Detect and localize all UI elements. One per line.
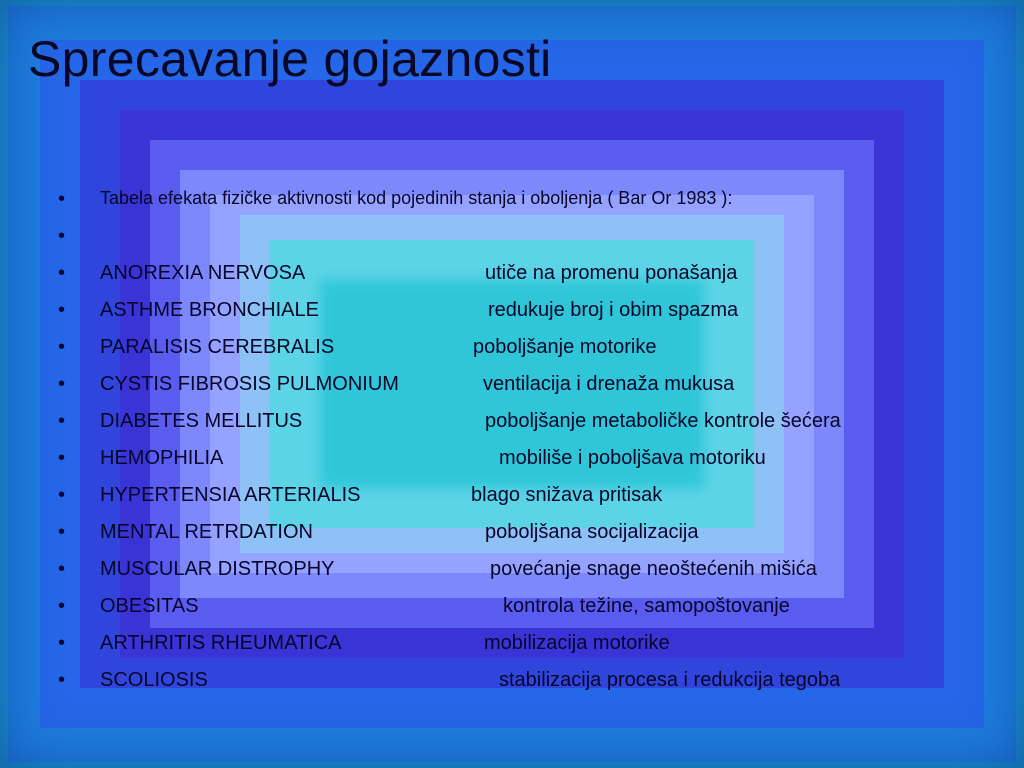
condition-name: DIABETES MELLITUS (100, 410, 303, 432)
condition-name: SCOLIOSIS (100, 669, 208, 691)
activity-effect: povećanje snage neoštećenih mišića (490, 558, 817, 580)
list-item (56, 632, 996, 662)
bullet-icon: • (58, 373, 66, 395)
bullet-icon: • (58, 262, 66, 284)
bullet-icon: • (58, 558, 66, 580)
activity-effect: blago snižava pritisak (471, 484, 663, 506)
activity-effect: mobiliše i poboljšava motoriku (499, 447, 766, 469)
condition-name: ARTHRITIS RHEUMATICA (100, 632, 342, 654)
bullet-icon: • (58, 225, 66, 247)
activity-effect: utiče na promenu ponašanja (485, 262, 738, 284)
bullet-icon: • (58, 669, 66, 691)
condition-name: PARALISIS CEREBRALIS (100, 336, 335, 358)
list-item (56, 336, 996, 366)
list-item (56, 521, 996, 551)
bullet-icon: • (58, 521, 66, 543)
table-intro-text: Tabela efekata fizičke aktivnosti kod pojedinih stanja i oboljenja ( Bar Or 1983 ): (100, 188, 733, 208)
list-item-empty (56, 225, 996, 255)
bullet-icon: • (58, 595, 66, 617)
activity-effect: redukuje broj i obim spazma (488, 299, 739, 321)
condition-name: CYSTIS FIBROSIS PULMONIUM (100, 373, 399, 395)
list-item (56, 373, 996, 403)
list-item (56, 299, 996, 329)
condition-name: MUSCULAR DISTROPHY (100, 558, 335, 580)
condition-name: OBESITAS (100, 595, 199, 617)
condition-name: ASTHME BRONCHIALE (100, 299, 319, 321)
bullet-icon: • (58, 632, 66, 654)
list-item (56, 558, 996, 588)
activity-effect: stabilizacija procesa i redukcija tegoba (499, 669, 841, 691)
condition-name: HEMOPHILIA (100, 447, 224, 469)
list-item (56, 595, 996, 625)
bullet-icon: • (58, 188, 66, 210)
slide-title: Sprecavanje gojaznosti (28, 31, 552, 87)
condition-name: ANOREXIA NERVOSA (100, 262, 306, 284)
list-item (56, 410, 996, 440)
bullet-icon: • (58, 484, 66, 506)
list-item (56, 484, 996, 514)
activity-effect: poboljšana socijalizacija (485, 521, 699, 543)
activity-effect: poboljšanje motorike (473, 336, 657, 358)
list-item-intro (56, 188, 996, 218)
activity-effect: ventilacija i drenaža mukusa (483, 373, 735, 395)
activity-effect: poboljšanje metaboličke kontrole šećera (485, 410, 841, 432)
bullet-icon: • (58, 410, 66, 432)
activity-effect: mobilizacija motorike (484, 632, 670, 654)
list-item (56, 669, 996, 699)
list-item (56, 262, 996, 292)
condition-name: MENTAL RETRDATION (100, 521, 313, 543)
bullet-icon: • (58, 447, 66, 469)
condition-name: HYPERTENSIA ARTERIALIS (100, 484, 361, 506)
bullet-icon: • (58, 336, 66, 358)
bullet-icon: • (58, 299, 66, 321)
activity-effect: kontrola težine, samopoštovanje (503, 595, 790, 617)
list-item (56, 447, 996, 477)
